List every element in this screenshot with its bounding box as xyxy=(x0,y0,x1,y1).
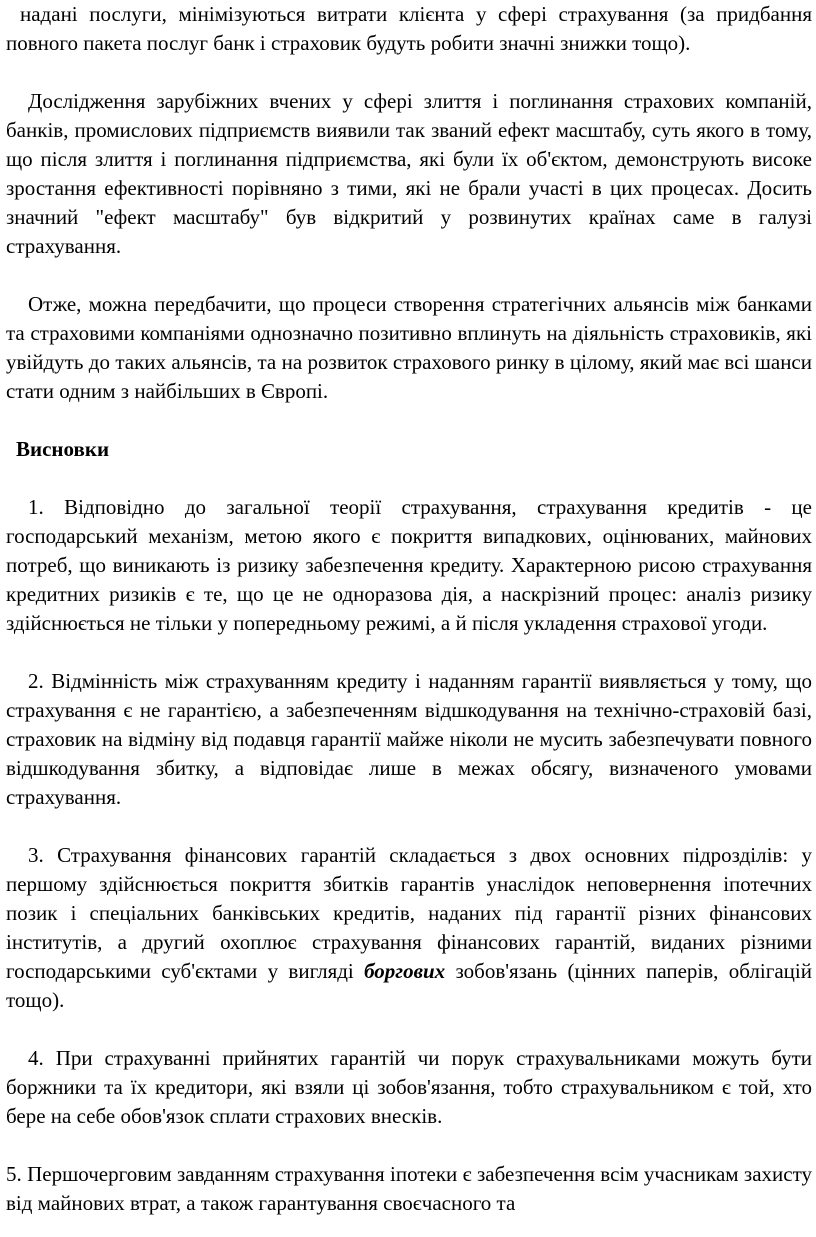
paragraph-scale-effect: Дослідження зарубіжних вчених у сфері злиття і поглинання страхових компаній, банків, промислових підприємств виявили так званий ефект масштабу, суть якого в тому, що після злиття і поглинання підприємства, які були їх об'єктом, демонструють високе зростання ефективності порівняно з тими, які не брали участі в цих процесах. Досить значний "ефект масштабу" був відкритий у розвинутих країнах саме в галузі страхування. xyxy=(6,89,812,258)
conclusion-item-3-tail: зобов'язань (цінних паперів, облігацій тощо). xyxy=(6,959,812,1012)
conclusion-item-1: 1. Відповідно до загальної теорії страхування, страхування кредитів - це господарський механізм, метою якого є покриття випадкових, оцінюваних, майнових потреб, що виникають із ризику забезпечення кредиту. Характерною рисою страхування кредитних ризиків є те, що це не одноразова дія, а наскрізний процес: аналіз ризику здійснюється не тільки у попередньому режимі, а й після укладення страхової угоди. xyxy=(6,495,812,635)
paragraph-gap xyxy=(6,58,812,87)
paragraph-gap xyxy=(6,1015,812,1044)
paragraph-gap xyxy=(6,406,812,435)
paragraph-gap xyxy=(6,464,812,493)
conclusion-item-5: 5. Першочерговим завданням страхування іпотеки є забезпечення всім учасникам захисту від майнових втрат, а також гарантування своєчасного та xyxy=(6,1162,812,1215)
conclusion-item-2: 2. Відмінність між страхуванням кредиту і наданням гарантії виявляється у тому, що страхування є не гарантією, а забезпеченням відшкодування на технічно-страховій базі, страховик на відміну від подавця гарантії майже ніколи не мусить забезпечувати повного відшкодування збитку, а відповідає лише в межах обсягу, визначеного умовами страхування. xyxy=(6,669,812,809)
paragraph-alliances: Отже, можна передбачити, що процеси створення стратегічних альянсів між банками та страховими компаніями однозначно позитивно вплинуть на діяльність страховиків, які увійдуть до таких альянсів, та на розвиток страхового ринку в цілому, який має всі шанси стати одним з найбільших в Європі. xyxy=(6,292,812,403)
conclusion-item-3-text: 3. Страхування фінансових гарантій складається з двох основних підрозділів: у першому здійснюється покриття збитків гарантів унаслідок неповернення іпотечних позик і спеціальних банківських кредитів, наданих під гарантії різних фінансових інститутів, а другий охоплює страхування фінансових гарантій, виданих різними господарськими суб'єктами у вигляді xyxy=(6,843,812,983)
conclusion-item-3-emphasis: боргових xyxy=(364,959,446,983)
paragraph-gap xyxy=(6,261,812,290)
paragraph-continuation: надані послуги, мінімізуються витрати клієнта у сфері страхування (за придбання повного пакета послуг банк і страховик будуть робити значні знижки тощо). xyxy=(6,2,812,55)
conclusion-item-3 xyxy=(6,841,812,1015)
section-heading-conclusions: Висновки xyxy=(16,437,110,461)
conclusion-item-4: 4. При страхуванні прийнятих гарантій чи порук страхувальниками можуть бути боржники та їх кредитори, які взяли ці зобов'язання, тобто страхувальником є той, хто бере на себе обов'язок сплати страхових внесків. xyxy=(6,1046,812,1128)
paragraph-gap xyxy=(6,812,812,841)
paragraph-gap xyxy=(6,638,812,667)
paragraph-gap xyxy=(6,1131,812,1160)
